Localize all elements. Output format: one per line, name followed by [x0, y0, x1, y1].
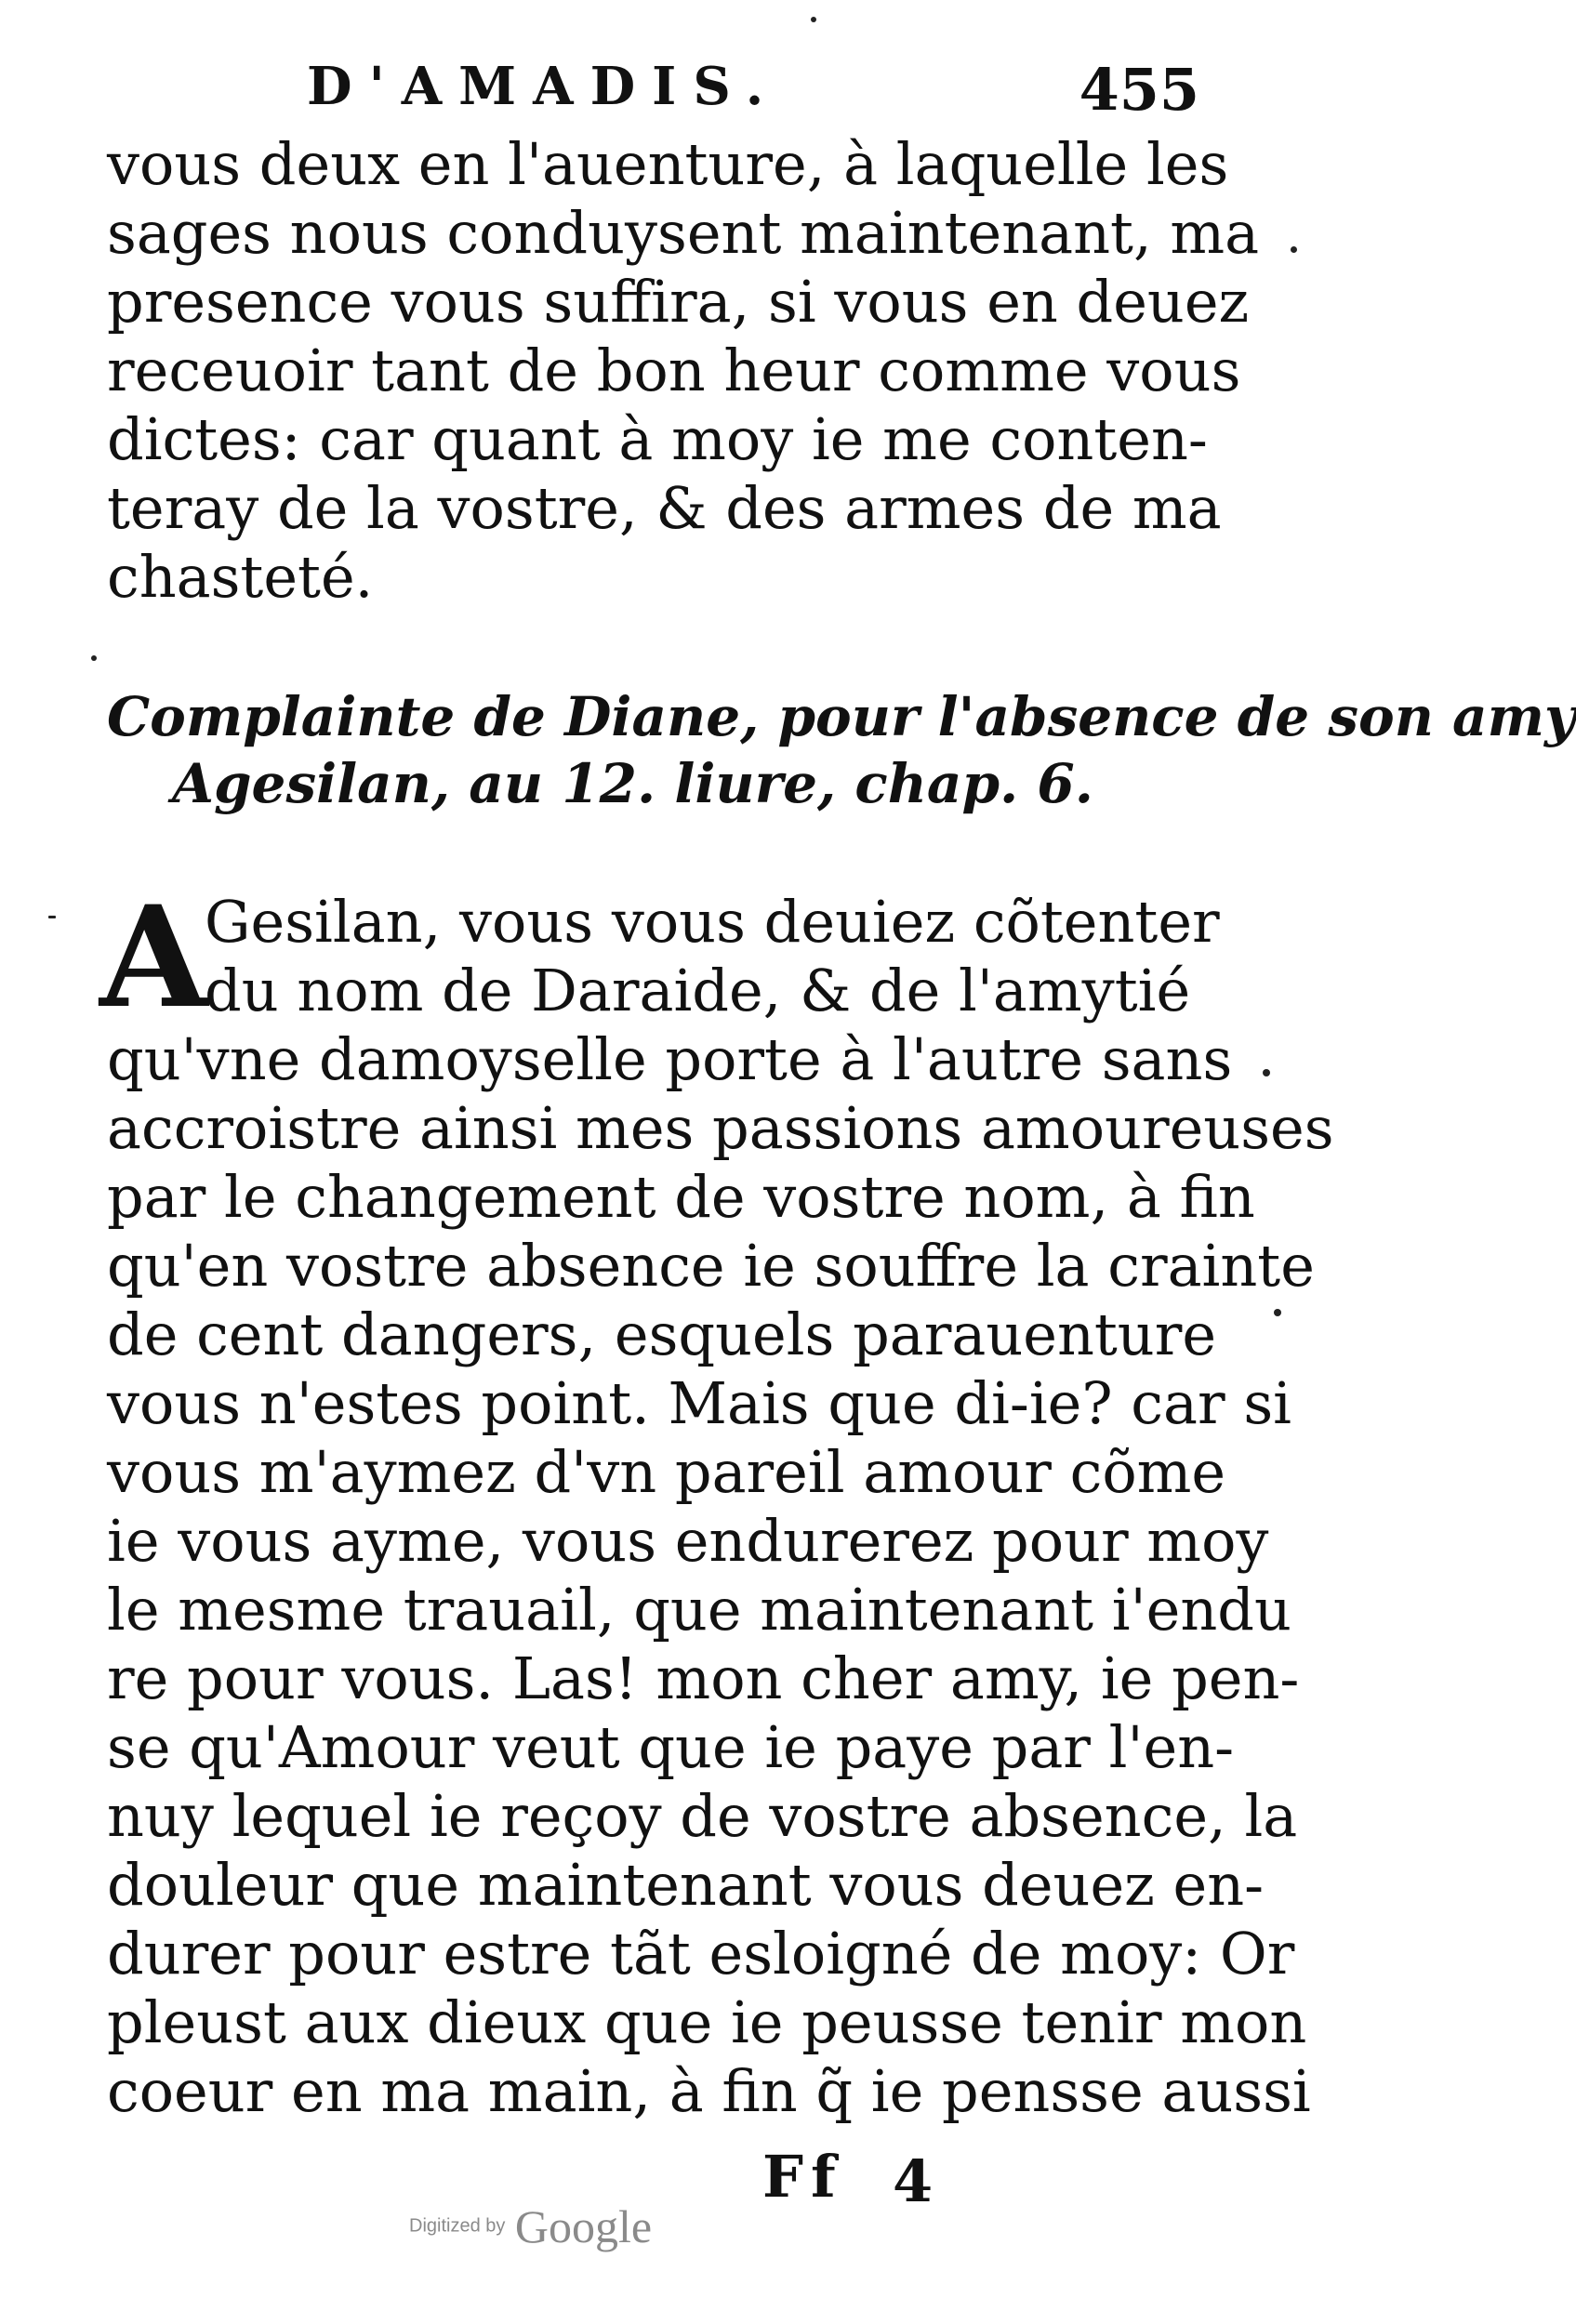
- print-speck: [1263, 1069, 1270, 1076]
- section-heading: [107, 683, 1576, 817]
- print-speck: [811, 17, 816, 22]
- text-line: par le changement de vostre nom, à fin: [107, 1163, 1255, 1231]
- text-line: vous n'estes point. Mais que di-ie? car si: [107, 1369, 1291, 1437]
- text-line: chasteté.: [107, 543, 374, 611]
- text-line: presence vous suffira, si vous en deuez: [107, 268, 1250, 336]
- print-speck: [1291, 246, 1297, 253]
- text-line: pleust aux dieux que ie peusse tenir mon: [107, 1988, 1307, 2056]
- text-line: ie vous ayme, vous endurerez pour moy: [107, 1507, 1269, 1575]
- text-line: re pour vous. Las! mon cher amy, ie pen-: [107, 1644, 1300, 1712]
- text-line: durer pour estre tãt esloigné de moy: Or: [107, 1920, 1295, 1987]
- heading-line-1: Complainte de Diane, pour l'absence de son amy: [107, 685, 1576, 748]
- print-speck: [91, 655, 97, 661]
- body-paragraph: [99, 876, 1334, 2126]
- text-line: accroistre ainsi mes passions amoureuses: [107, 1094, 1334, 1162]
- google-logo: Google: [514, 2200, 653, 2252]
- page-number: 455: [1079, 56, 1199, 124]
- top-paragraph: [107, 130, 1260, 612]
- text-line: Gesilan, vous vous deuiez cõtenter: [205, 888, 1220, 956]
- text-line: dictes: car quant à moy ie me conten-: [107, 405, 1208, 473]
- drop-cap: A: [99, 876, 208, 1039]
- text-line: du nom de Daraide, & de l'amytié: [205, 957, 1191, 1024]
- text-line: receuoir tant de bon heur comme vous: [107, 337, 1241, 404]
- text-line: se qu'Amour veut que ie paye par l'en-: [107, 1713, 1235, 1781]
- text-line: vous deux en l'auenture, à laquelle les: [107, 130, 1229, 198]
- heading-line-2: Agesilan, au 12. liure, chap. 6.: [172, 752, 1093, 815]
- text-line: nuy lequel ie reçoy de vostre absence, la: [107, 1782, 1298, 1850]
- text-line: de cent dangers, esquels parauenture: [107, 1301, 1217, 1368]
- digitized-by-label: Digitized by: [409, 2215, 506, 2237]
- text-line: qu'vne damoyselle porte à l'autre sans: [107, 1025, 1233, 1093]
- text-line: douleur que maintenant vous deuez en-: [107, 1851, 1265, 1919]
- text-line: teray de la vostre, & des armes de ma: [107, 474, 1222, 542]
- text-line: sages nous conduysent maintenant, ma: [107, 199, 1260, 267]
- running-title: D'AMADIS.: [307, 56, 781, 117]
- digitized-watermark: [409, 2199, 652, 2253]
- print-speck: [1274, 1309, 1281, 1316]
- text-line: coeur en ma main, à fin q̃ ie pensse aussi: [107, 2057, 1311, 2125]
- text-line: vous m'aymez d'vn pareil amour cõme: [107, 1438, 1226, 1506]
- signature-number: 4: [893, 2147, 934, 2215]
- print-speck: [48, 916, 56, 918]
- signature-mark: Ff: [762, 2143, 843, 2211]
- text-line: le mesme trauail, que maintenant i'endu: [107, 1576, 1291, 1644]
- running-head: [307, 56, 1199, 130]
- text-line: qu'en vostre absence ie souffre la crainte: [107, 1232, 1315, 1300]
